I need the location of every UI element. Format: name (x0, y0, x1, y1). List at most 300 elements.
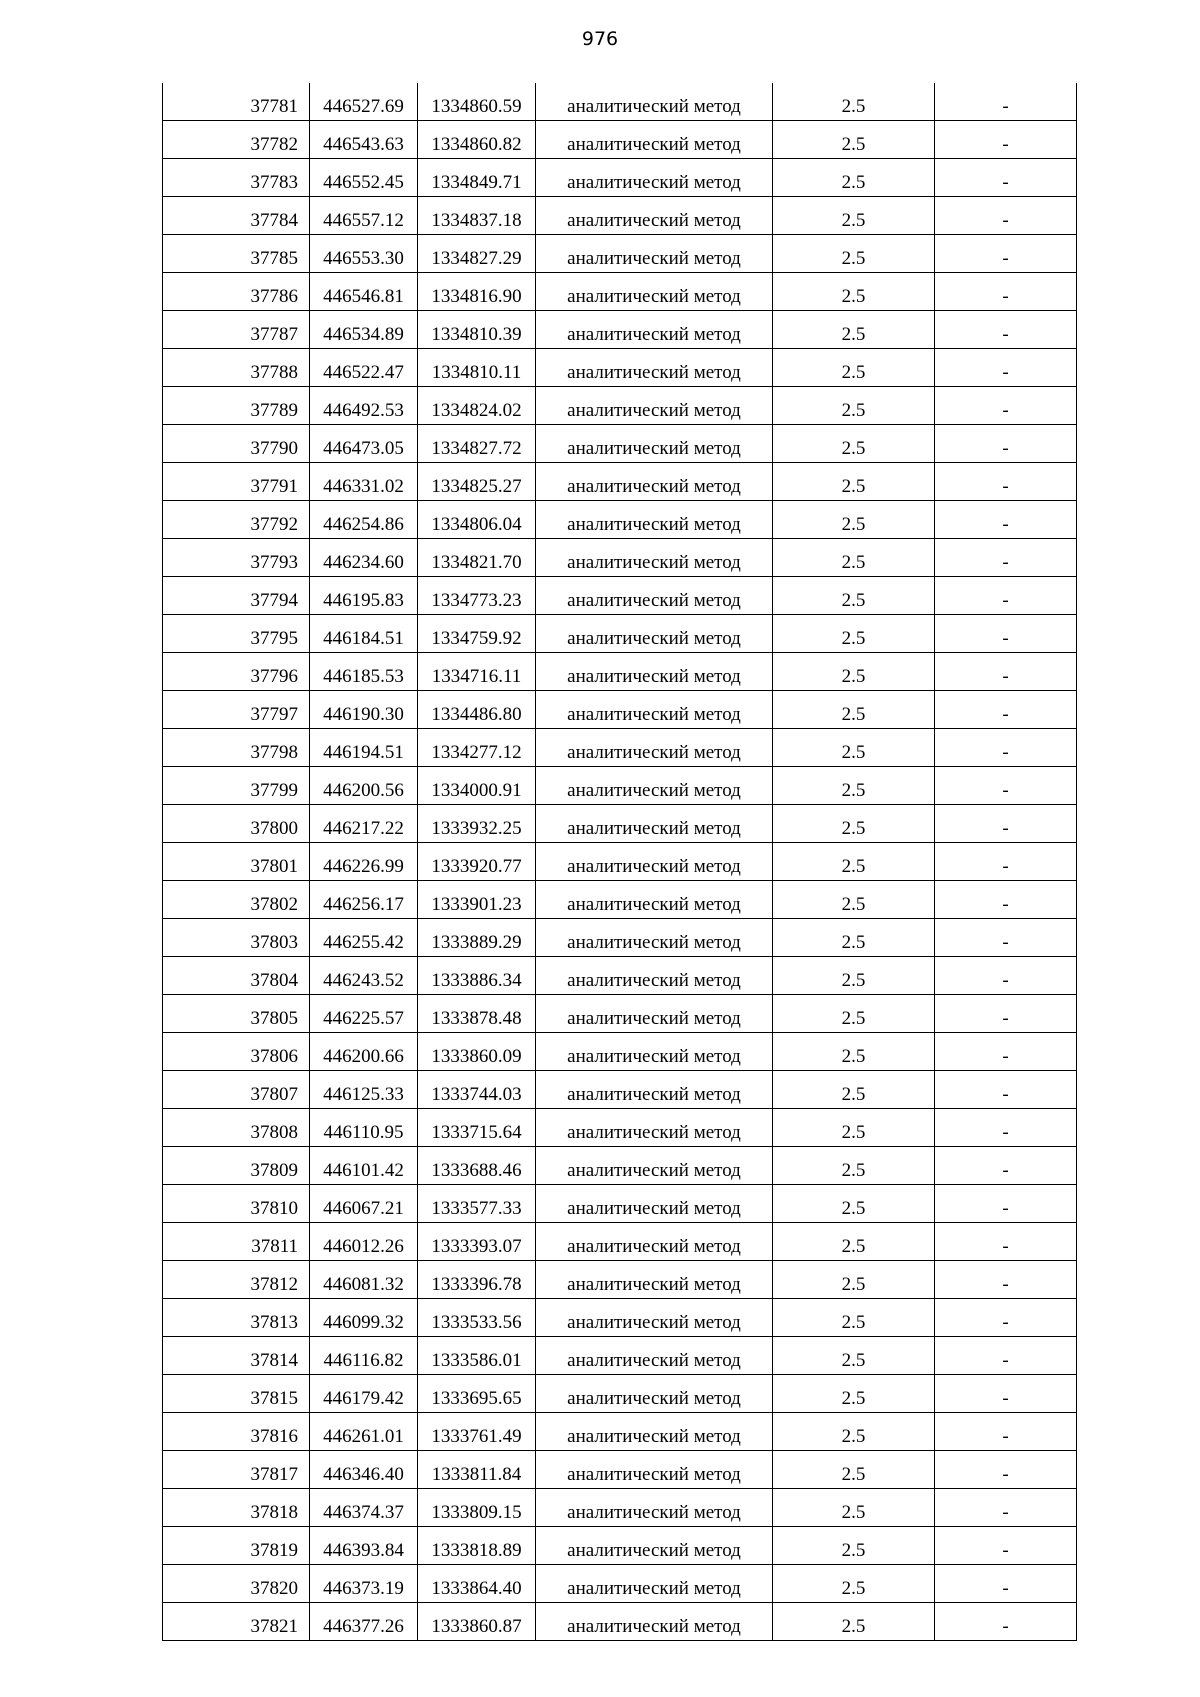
x-coordinate-text: 446234.60 (323, 552, 404, 573)
method-cell (536, 273, 773, 311)
accuracy-text: 2.5 (841, 552, 866, 573)
x-coordinate-text: 446226.99 (323, 856, 404, 877)
y-coordinate-text: 1333889.29 (431, 932, 522, 953)
y-coordinate-cell (418, 197, 536, 235)
y-coordinate-text: 1333860.87 (431, 1616, 522, 1637)
method-text: аналитический метод (567, 362, 741, 383)
x-coordinate-text: 446195.83 (323, 590, 404, 611)
note-cell (935, 1375, 1077, 1413)
x-coordinate-text: 446393.84 (323, 1540, 404, 1561)
table-row (163, 1185, 1077, 1223)
y-coordinate-text: 1334759.92 (431, 628, 522, 649)
accuracy-cell (773, 83, 935, 121)
method-cell (536, 1565, 773, 1603)
accuracy-cell (773, 805, 935, 843)
x-coordinate-text: 446527.69 (323, 96, 404, 117)
method-text: аналитический метод (567, 476, 741, 497)
point-number-cell (163, 1603, 310, 1641)
y-coordinate-cell (418, 653, 536, 691)
y-coordinate-cell (418, 1109, 536, 1147)
x-coordinate-cell (310, 1147, 418, 1185)
accuracy-cell (773, 1451, 935, 1489)
x-coordinate-text: 446557.12 (323, 210, 404, 231)
accuracy-text: 2.5 (841, 704, 866, 725)
y-coordinate-text: 1334486.80 (431, 704, 522, 725)
point-number-cell (163, 1147, 310, 1185)
point-number-text: 37804 (250, 970, 298, 991)
point-number-cell (163, 1489, 310, 1527)
x-coordinate-text: 446243.52 (323, 970, 404, 991)
method-cell (536, 995, 773, 1033)
y-coordinate-cell (418, 1527, 536, 1565)
point-number-cell (163, 957, 310, 995)
note-cell (935, 919, 1077, 957)
x-coordinate-cell (310, 1565, 418, 1603)
point-number-cell (163, 919, 310, 957)
accuracy-cell (773, 121, 935, 159)
accuracy-text: 2.5 (841, 438, 866, 459)
x-coordinate-cell (310, 1261, 418, 1299)
point-number-cell (163, 881, 310, 919)
note-cell (935, 843, 1077, 881)
point-number-text: 37793 (250, 552, 298, 573)
method-cell (536, 843, 773, 881)
accuracy-text: 2.5 (841, 1198, 866, 1219)
note-text: - (1002, 514, 1009, 535)
x-coordinate-text: 446200.66 (323, 1046, 404, 1067)
point-number-cell (163, 577, 310, 615)
table-row (163, 1299, 1077, 1337)
x-coordinate-cell (310, 235, 418, 273)
x-coordinate-cell (310, 273, 418, 311)
method-text: аналитический метод (567, 96, 741, 117)
table-row (163, 463, 1077, 501)
x-coordinate-cell (310, 311, 418, 349)
accuracy-cell (773, 1337, 935, 1375)
x-coordinate-cell (310, 1603, 418, 1641)
point-number-cell (163, 1451, 310, 1489)
accuracy-cell (773, 729, 935, 767)
accuracy-text: 2.5 (841, 666, 866, 687)
table-row (163, 235, 1077, 273)
y-coordinate-cell (418, 1451, 536, 1489)
accuracy-cell (773, 615, 935, 653)
method-cell (536, 1033, 773, 1071)
accuracy-text: 2.5 (841, 1502, 866, 1523)
method-text: аналитический метод (567, 590, 741, 611)
point-number-cell (163, 1299, 310, 1337)
accuracy-text: 2.5 (841, 1540, 866, 1561)
method-cell (536, 919, 773, 957)
y-coordinate-cell (418, 501, 536, 539)
point-number-text: 37808 (250, 1122, 298, 1143)
table-row (163, 1451, 1077, 1489)
y-coordinate-cell (418, 1223, 536, 1261)
y-coordinate-text: 1333878.48 (431, 1008, 522, 1029)
x-coordinate-cell (310, 425, 418, 463)
point-number-cell (163, 1223, 310, 1261)
y-coordinate-cell (418, 1147, 536, 1185)
x-coordinate-text: 446184.51 (323, 628, 404, 649)
y-coordinate-cell (418, 1565, 536, 1603)
y-coordinate-text: 1334810.39 (431, 324, 522, 345)
method-text: аналитический метод (567, 970, 741, 991)
x-coordinate-text: 446522.47 (323, 362, 404, 383)
accuracy-text: 2.5 (841, 590, 866, 611)
note-text: - (1002, 438, 1009, 459)
x-coordinate-cell (310, 83, 418, 121)
accuracy-cell (773, 235, 935, 273)
note-text: - (1002, 856, 1009, 877)
point-number-text: 37811 (251, 1236, 298, 1257)
point-number-cell (163, 1413, 310, 1451)
x-coordinate-text: 446331.02 (323, 476, 404, 497)
x-coordinate-cell (310, 121, 418, 159)
note-text: - (1002, 780, 1009, 801)
y-coordinate-text: 1334860.82 (431, 134, 522, 155)
accuracy-cell (773, 1185, 935, 1223)
x-coordinate-text: 446552.45 (323, 172, 404, 193)
y-coordinate-text: 1334277.12 (431, 742, 522, 763)
table-row (163, 83, 1077, 121)
y-coordinate-text: 1333901.23 (431, 894, 522, 915)
method-text: аналитический метод (567, 1008, 741, 1029)
method-text: аналитический метод (567, 818, 741, 839)
y-coordinate-cell (418, 1185, 536, 1223)
y-coordinate-text: 1333811.84 (431, 1464, 522, 1485)
method-text: аналитический метод (567, 1426, 741, 1447)
x-coordinate-cell (310, 463, 418, 501)
y-coordinate-cell (418, 311, 536, 349)
note-cell (935, 501, 1077, 539)
coordinates-table (162, 83, 1077, 1641)
note-text: - (1002, 1578, 1009, 1599)
accuracy-cell (773, 1071, 935, 1109)
method-text: аналитический метод (567, 438, 741, 459)
x-coordinate-text: 446492.53 (323, 400, 404, 421)
point-number-cell (163, 1565, 310, 1603)
point-number-text: 37809 (250, 1160, 298, 1181)
method-text: аналитический метод (567, 856, 741, 877)
note-cell (935, 159, 1077, 197)
method-cell (536, 881, 773, 919)
method-text: аналитический метод (567, 1084, 741, 1105)
accuracy-cell (773, 1299, 935, 1337)
note-cell (935, 1109, 1077, 1147)
accuracy-cell (773, 539, 935, 577)
point-number-cell (163, 1261, 310, 1299)
point-number-cell (163, 805, 310, 843)
method-cell (536, 653, 773, 691)
accuracy-cell (773, 1527, 935, 1565)
note-text: - (1002, 1502, 1009, 1523)
x-coordinate-text: 446543.63 (323, 134, 404, 155)
accuracy-cell (773, 957, 935, 995)
accuracy-text: 2.5 (841, 248, 866, 269)
table-row (163, 1337, 1077, 1375)
table-row (163, 1375, 1077, 1413)
y-coordinate-cell (418, 425, 536, 463)
point-number-text: 37805 (250, 1008, 298, 1029)
accuracy-text: 2.5 (841, 362, 866, 383)
table-row (163, 1603, 1077, 1641)
note-cell (935, 1337, 1077, 1375)
x-coordinate-cell (310, 767, 418, 805)
y-coordinate-text: 1334837.18 (431, 210, 522, 231)
table-row (163, 349, 1077, 387)
x-coordinate-text: 446190.30 (323, 704, 404, 725)
y-coordinate-text: 1334825.27 (431, 476, 522, 497)
x-coordinate-cell (310, 1109, 418, 1147)
point-number-cell (163, 767, 310, 805)
method-cell (536, 1451, 773, 1489)
y-coordinate-text: 1333860.09 (431, 1046, 522, 1067)
accuracy-text: 2.5 (841, 1388, 866, 1409)
method-cell (536, 1147, 773, 1185)
note-text: - (1002, 400, 1009, 421)
accuracy-cell (773, 273, 935, 311)
point-number-text: 37818 (250, 1502, 298, 1523)
note-cell (935, 995, 1077, 1033)
accuracy-text: 2.5 (841, 818, 866, 839)
accuracy-cell (773, 843, 935, 881)
method-cell (536, 1223, 773, 1261)
method-cell (536, 349, 773, 387)
y-coordinate-cell (418, 995, 536, 1033)
x-coordinate-cell (310, 957, 418, 995)
accuracy-text: 2.5 (841, 1578, 866, 1599)
x-coordinate-text: 446116.82 (323, 1350, 404, 1371)
accuracy-cell (773, 501, 935, 539)
note-cell (935, 1033, 1077, 1071)
point-number-text: 37802 (250, 894, 298, 915)
y-coordinate-cell (418, 235, 536, 273)
method-text: аналитический метод (567, 1540, 741, 1561)
accuracy-cell (773, 1375, 935, 1413)
point-number-text: 37821 (250, 1616, 298, 1637)
x-coordinate-text: 446179.42 (323, 1388, 404, 1409)
y-coordinate-cell (418, 83, 536, 121)
method-text: аналитический метод (567, 1502, 741, 1523)
y-coordinate-text: 1333818.89 (431, 1540, 522, 1561)
table-row (163, 1071, 1077, 1109)
accuracy-text: 2.5 (841, 172, 866, 193)
y-coordinate-cell (418, 1299, 536, 1337)
note-text: - (1002, 1312, 1009, 1333)
accuracy-cell (773, 387, 935, 425)
note-cell (935, 615, 1077, 653)
y-coordinate-text: 1334810.11 (431, 362, 522, 383)
x-coordinate-text: 446261.01 (323, 1426, 404, 1447)
method-cell (536, 767, 773, 805)
accuracy-cell (773, 349, 935, 387)
point-number-cell (163, 425, 310, 463)
table-row (163, 1261, 1077, 1299)
accuracy-text: 2.5 (841, 1616, 866, 1637)
accuracy-text: 2.5 (841, 1160, 866, 1181)
x-coordinate-text: 446553.30 (323, 248, 404, 269)
x-coordinate-text: 446067.21 (323, 1198, 404, 1219)
method-cell (536, 1261, 773, 1299)
table-row (163, 995, 1077, 1033)
y-coordinate-text: 1333695.65 (431, 1388, 522, 1409)
table-row (163, 653, 1077, 691)
x-coordinate-text: 446217.22 (323, 818, 404, 839)
method-text: аналитический метод (567, 1046, 741, 1067)
method-text: аналитический метод (567, 514, 741, 535)
y-coordinate-text: 1333688.46 (431, 1160, 522, 1181)
point-number-cell (163, 539, 310, 577)
y-coordinate-cell (418, 1413, 536, 1451)
point-number-cell (163, 1337, 310, 1375)
note-text: - (1002, 1198, 1009, 1219)
table-row (163, 805, 1077, 843)
point-number-cell (163, 1033, 310, 1071)
table-row (163, 691, 1077, 729)
note-text: - (1002, 742, 1009, 763)
method-text: аналитический метод (567, 628, 741, 649)
note-text: - (1002, 476, 1009, 497)
x-coordinate-text: 446534.89 (323, 324, 404, 345)
note-text: - (1002, 1084, 1009, 1105)
accuracy-cell (773, 197, 935, 235)
x-coordinate-cell (310, 881, 418, 919)
x-coordinate-text: 446200.56 (323, 780, 404, 801)
note-cell (935, 1147, 1077, 1185)
note-cell (935, 1603, 1077, 1641)
accuracy-cell (773, 1413, 935, 1451)
note-cell (935, 425, 1077, 463)
table-row (163, 1413, 1077, 1451)
point-number-text: 37814 (250, 1350, 298, 1371)
y-coordinate-cell (418, 387, 536, 425)
method-text: аналитический метод (567, 742, 741, 763)
y-coordinate-cell (418, 121, 536, 159)
method-text: аналитический метод (567, 400, 741, 421)
x-coordinate-text: 446225.57 (323, 1008, 404, 1029)
method-text: аналитический метод (567, 1616, 741, 1637)
x-coordinate-cell (310, 1451, 418, 1489)
note-cell (935, 881, 1077, 919)
point-number-cell (163, 843, 310, 881)
accuracy-cell (773, 577, 935, 615)
x-coordinate-cell (310, 197, 418, 235)
accuracy-text: 2.5 (841, 1312, 866, 1333)
x-coordinate-cell (310, 653, 418, 691)
method-cell (536, 387, 773, 425)
accuracy-cell (773, 159, 935, 197)
accuracy-cell (773, 1261, 935, 1299)
x-coordinate-cell (310, 1071, 418, 1109)
table-row (163, 1527, 1077, 1565)
page-number: 976 (581, 28, 619, 50)
method-cell (536, 577, 773, 615)
note-cell (935, 1451, 1077, 1489)
x-coordinate-text: 446374.37 (323, 1502, 404, 1523)
y-coordinate-text: 1333886.34 (431, 970, 522, 991)
note-text: - (1002, 1008, 1009, 1029)
y-coordinate-cell (418, 919, 536, 957)
method-cell (536, 83, 773, 121)
accuracy-cell (773, 1603, 935, 1641)
x-coordinate-text: 446373.19 (323, 1578, 404, 1599)
y-coordinate-cell (418, 615, 536, 653)
x-coordinate-text: 446099.32 (323, 1312, 404, 1333)
note-text: - (1002, 248, 1009, 269)
method-text: аналитический метод (567, 172, 741, 193)
point-number-cell (163, 463, 310, 501)
accuracy-text: 2.5 (841, 932, 866, 953)
table-row (163, 615, 1077, 653)
y-coordinate-text: 1333932.25 (431, 818, 522, 839)
table-row (163, 881, 1077, 919)
point-number-text: 37784 (250, 210, 298, 231)
accuracy-cell (773, 1489, 935, 1527)
table-row (163, 1109, 1077, 1147)
note-cell (935, 1261, 1077, 1299)
accuracy-text: 2.5 (841, 1122, 866, 1143)
table-row (163, 843, 1077, 881)
point-number-text: 37803 (250, 932, 298, 953)
accuracy-text: 2.5 (841, 210, 866, 231)
method-text: аналитический метод (567, 324, 741, 345)
method-cell (536, 1185, 773, 1223)
point-number-text: 37787 (250, 324, 298, 345)
note-cell (935, 121, 1077, 159)
method-text: аналитический метод (567, 1274, 741, 1295)
method-cell (536, 1337, 773, 1375)
accuracy-text: 2.5 (841, 856, 866, 877)
x-coordinate-cell (310, 1489, 418, 1527)
note-cell (935, 539, 1077, 577)
method-text: аналитический метод (567, 1578, 741, 1599)
table-row (163, 311, 1077, 349)
point-number-cell (163, 349, 310, 387)
point-number-text: 37794 (250, 590, 298, 611)
note-text: - (1002, 134, 1009, 155)
note-cell (935, 1223, 1077, 1261)
table-row (163, 577, 1077, 615)
note-text: - (1002, 894, 1009, 915)
note-cell (935, 691, 1077, 729)
y-coordinate-cell (418, 539, 536, 577)
method-cell (536, 691, 773, 729)
accuracy-cell (773, 1109, 935, 1147)
method-text: аналитический метод (567, 780, 741, 801)
x-coordinate-cell (310, 1185, 418, 1223)
x-coordinate-cell (310, 843, 418, 881)
note-cell (935, 805, 1077, 843)
note-text: - (1002, 1464, 1009, 1485)
note-text: - (1002, 1350, 1009, 1371)
x-coordinate-cell (310, 995, 418, 1033)
accuracy-text: 2.5 (841, 324, 866, 345)
table-row (163, 121, 1077, 159)
point-number-cell (163, 121, 310, 159)
point-number-cell (163, 995, 310, 1033)
y-coordinate-cell (418, 843, 536, 881)
method-cell (536, 235, 773, 273)
y-coordinate-text: 1334816.90 (431, 286, 522, 307)
point-number-text: 37820 (250, 1578, 298, 1599)
accuracy-text: 2.5 (841, 894, 866, 915)
accuracy-text: 2.5 (841, 742, 866, 763)
table-row (163, 159, 1077, 197)
method-cell (536, 1375, 773, 1413)
accuracy-cell (773, 653, 935, 691)
x-coordinate-cell (310, 805, 418, 843)
accuracy-cell (773, 1147, 935, 1185)
